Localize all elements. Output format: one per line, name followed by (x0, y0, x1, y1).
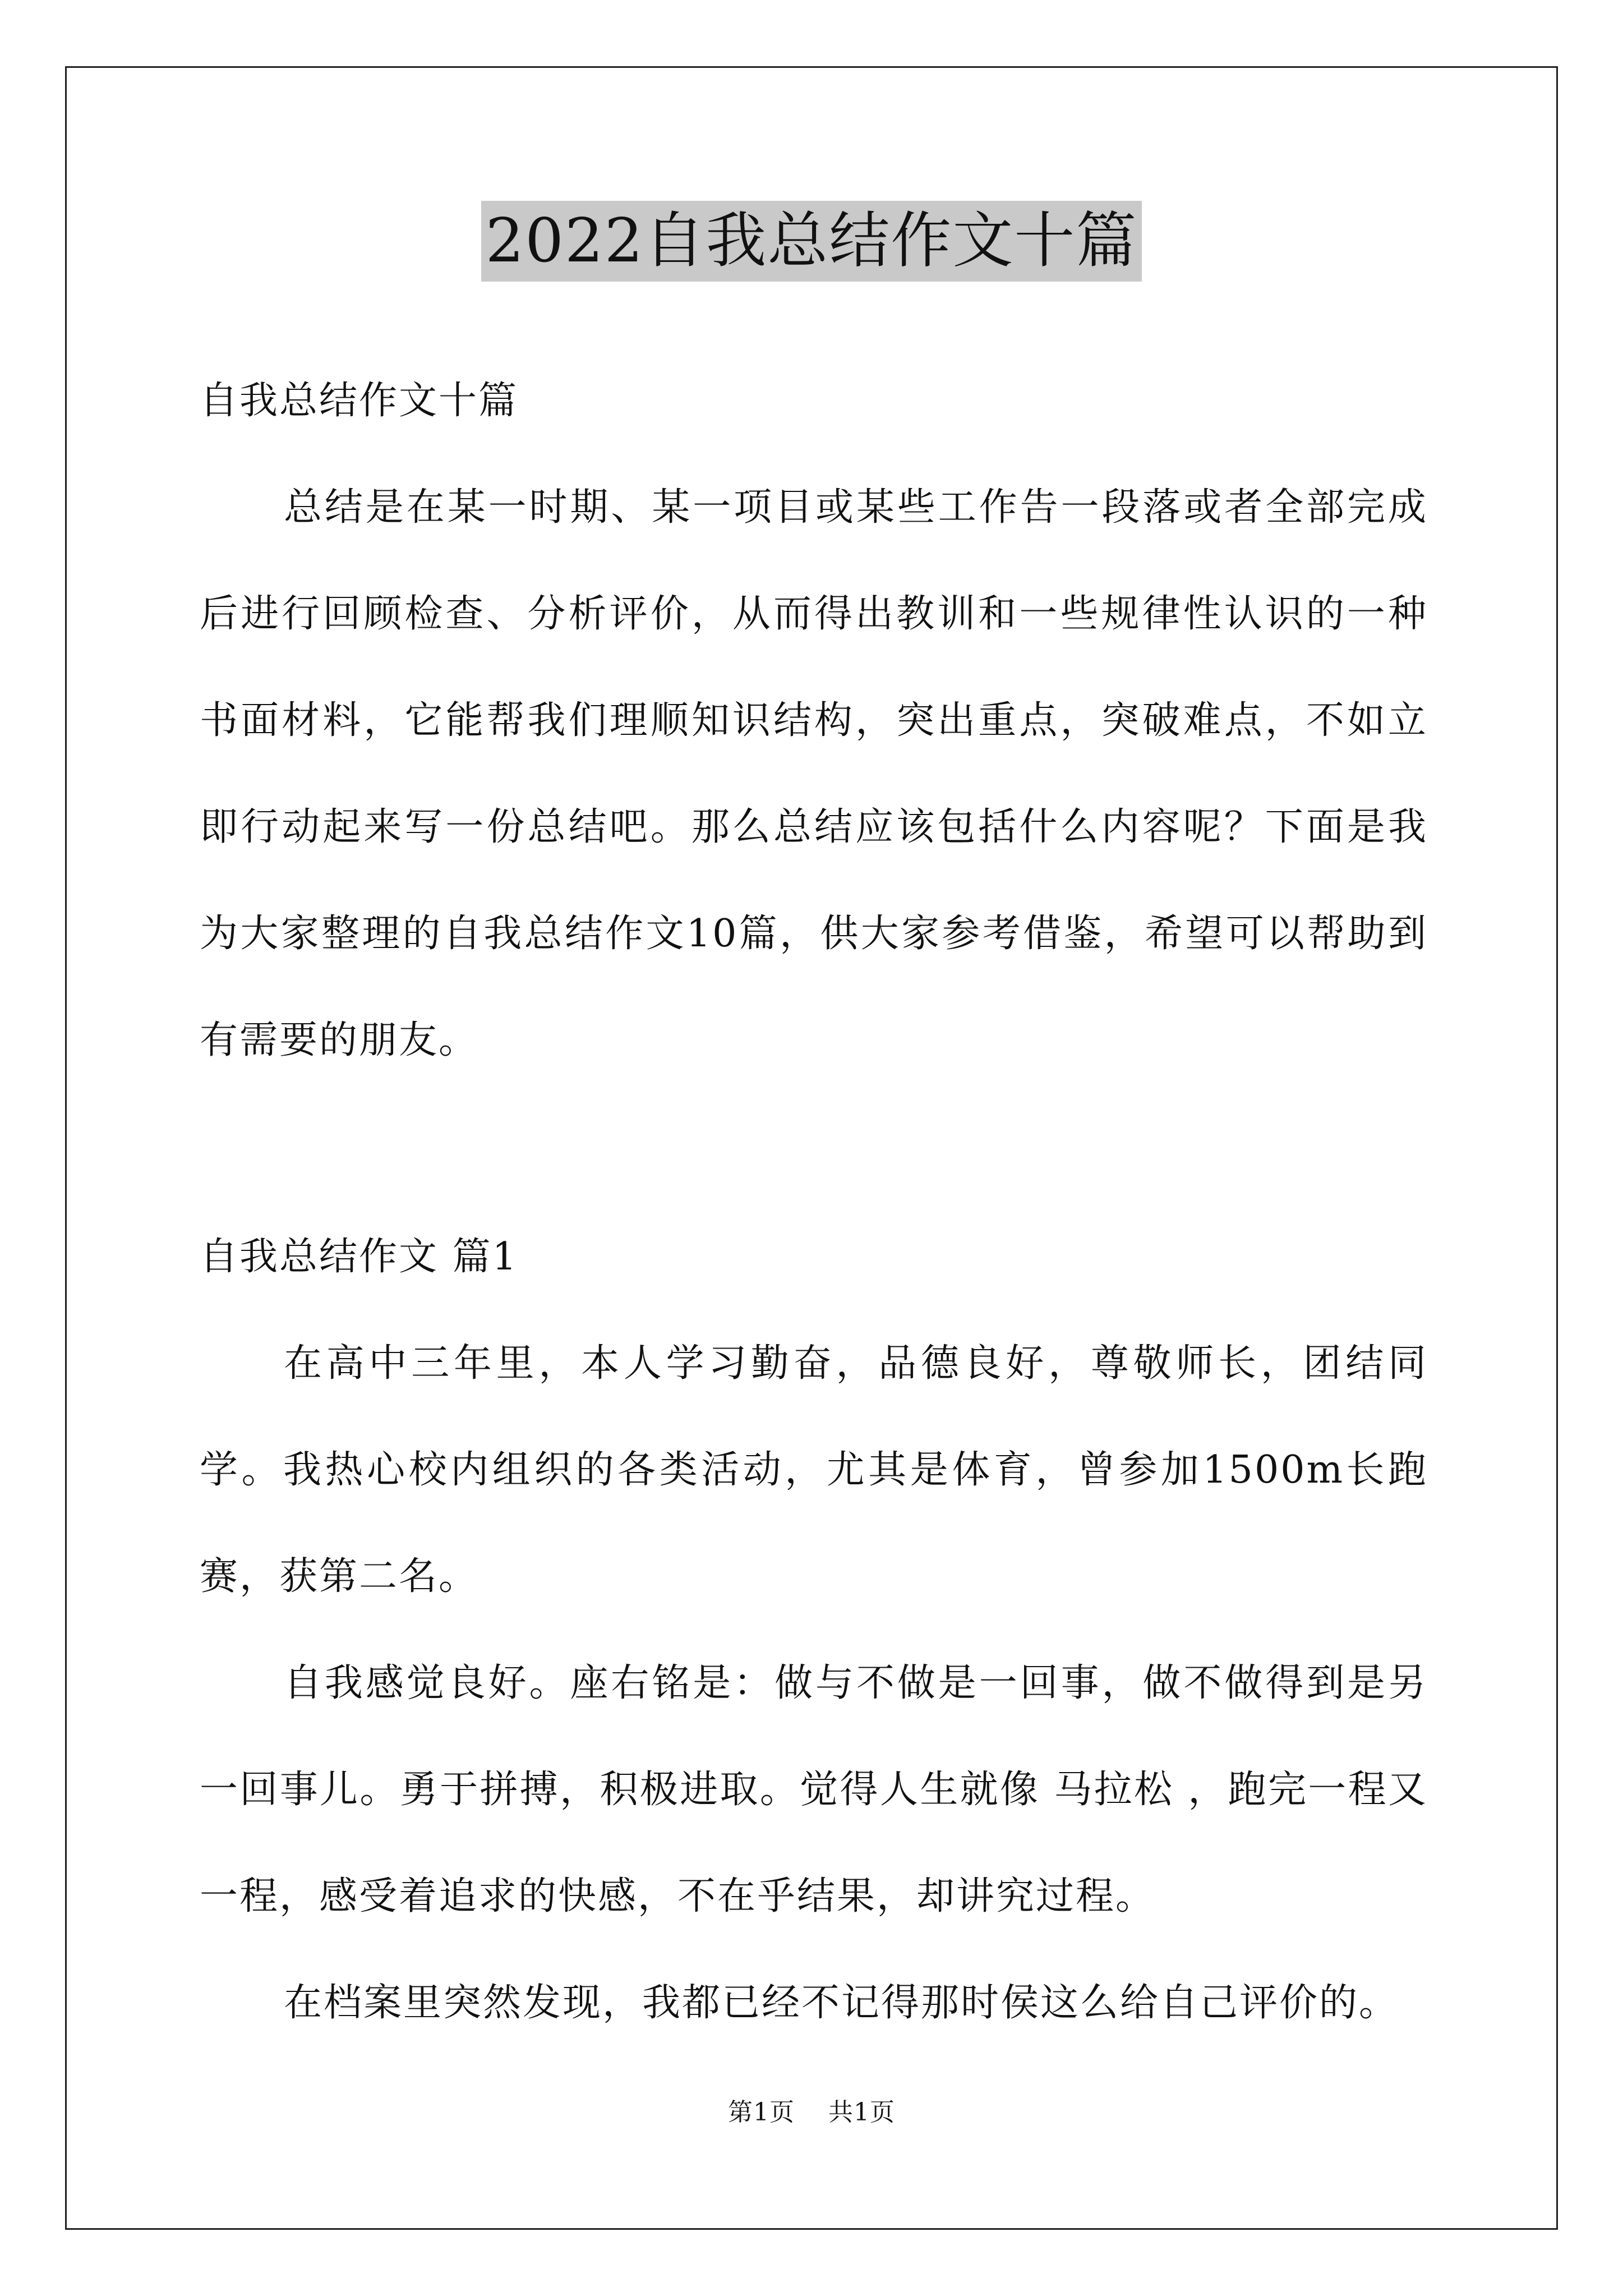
intro-paragraph: 总结是在某一时期、某一项目或某些工作告一段落或者全部完成后进行回顾检查、分析评价，从而得出教训和一些规律性认识的一种书面材料，它能帮我们理顺知识结构，突出重点，突破难点，不如立即行动起来写一份总结吧。那么总结应该包括什么内容呢？下面是我为大家整理的自我总结作文10篇，供大家参考借鉴，希望可以帮助到有需要的朋友。 (200, 485, 1428, 1062)
body-paragraph: 在高中三年里，本人学习勤奋，品德良好，尊敬师长，团结同学。我热心校内组织的各类活动，尤其是体育，曾参加1500m长跑赛，获第二名。 (200, 1341, 1428, 1599)
title-wrap (0, 201, 1623, 282)
document-title: 2022自我总结作文十篇 (481, 201, 1142, 282)
page-total: 共1页 (828, 2098, 895, 2127)
page-number: 第1页 (728, 2098, 795, 2127)
page-footer (0, 2096, 1623, 2129)
body-paragraph: 在档案里突然发现，我都已经不记得那时侯这么给自己评价的。 (284, 1981, 1399, 2025)
section-heading: 自我总结作文 篇1 (200, 1235, 518, 1279)
body-paragraph: 自我感觉良好。座右铭是：做与不做是一回事，做不做得到是另一回事儿。勇于拼搏，积极进取。觉得人生就像 马拉松 ，跑完一程又一程，感受着追求的快感，不在乎结果，却讲究过程。 (200, 1661, 1428, 1918)
document-subtitle: 自我总结作文十篇 (200, 379, 519, 423)
document-body (200, 348, 1428, 2056)
